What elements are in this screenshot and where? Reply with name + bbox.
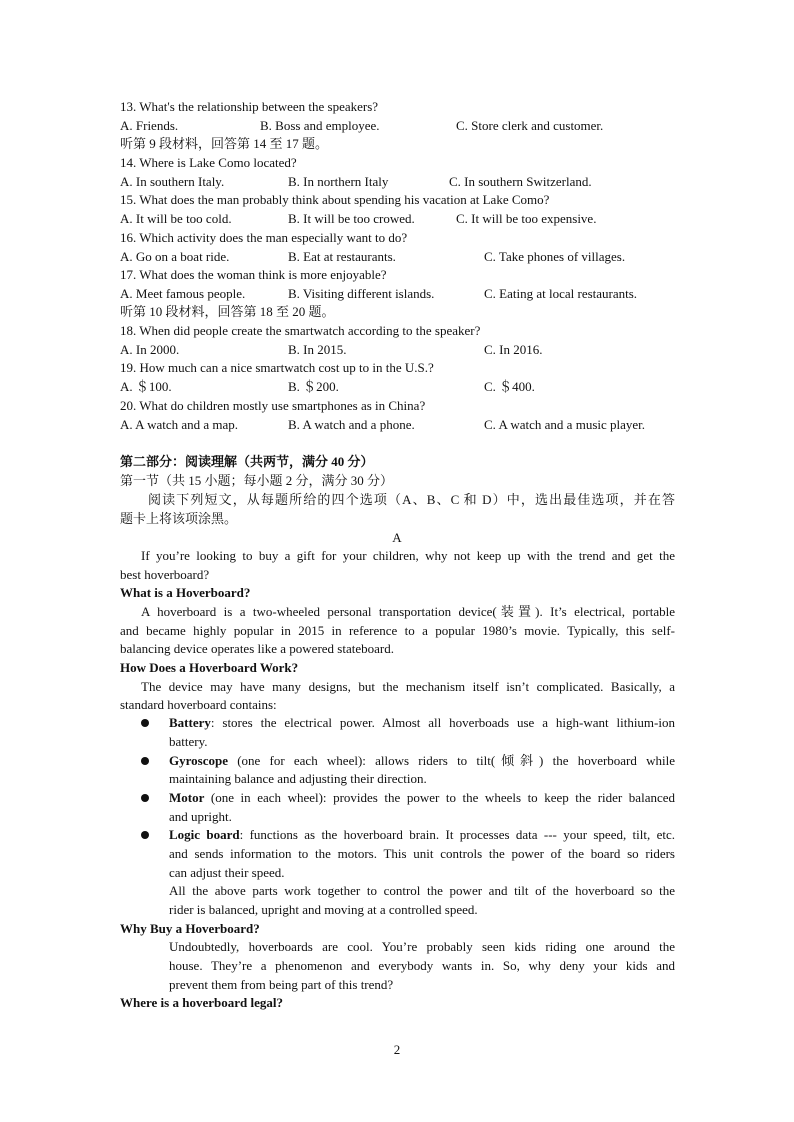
bullet-icon [141, 719, 149, 727]
q17-option-c: C. Eating at local restaurants. [484, 286, 638, 301]
q19-option-b: B. ＄200. [288, 379, 339, 394]
how-line-1: The device may have many designs, but the mechanism itself isn’t complicated. Basically, a [141, 679, 675, 694]
what-line-3: balancing device operates like a powered stateboard. [120, 641, 394, 656]
instruction-passage-9: 听第 9 段材料，回答第 14 至 17 题。 [120, 136, 329, 151]
q17-option-a: A. Meet famous people. [120, 286, 246, 301]
question-14: 14. Where is Lake Como located? [120, 155, 297, 170]
heading-what-is: What is a Hoverboard? [120, 585, 251, 600]
logic-board-term: Logic board [169, 827, 240, 842]
motor-line-2: and upright. [169, 809, 232, 824]
motor-line-1 [169, 789, 675, 807]
gyroscope-line-1 [169, 752, 675, 770]
how-line-2: standard hoverboard contains: [120, 697, 277, 712]
q17-option-b: B. Visiting different islands. [288, 286, 435, 301]
passage-label: A [392, 530, 402, 545]
q13-option-b: B. Boss and employee. [260, 118, 380, 133]
question-13: 13. What's the relationship between the speakers? [120, 99, 379, 114]
q20-option-b: B. A watch and a phone. [288, 417, 415, 432]
why-line-3: prevent them from being part of this trend? [169, 977, 394, 992]
battery-line-2: battery. [169, 734, 208, 749]
section-one-heading: 第一节（共 15 小题；每小题 2 分，满分 30 分） [120, 473, 394, 488]
q16-option-c: C. Take phones of villages. [484, 249, 626, 264]
logic-board-desc: : functions as the hoverboard brain. It processes data --- your speed, tilt, etc. [239, 827, 675, 842]
question-17: 17. What does the woman think is more enjoyable? [120, 267, 387, 282]
logic-line-2: and sends information to the motors. This unit controls the power of the board so riders [169, 846, 675, 861]
q14-option-b: B. In northern Italy [288, 174, 389, 189]
q16-option-a: A. Go on a boat ride. [120, 249, 230, 264]
heading-why-buy: Why Buy a Hoverboard? [120, 921, 260, 936]
question-19: 19. How much can a nice smartwatch cost up to in the U.S.? [120, 360, 434, 375]
q15-option-a: A. It will be too cold. [120, 211, 232, 226]
question-16: 16. Which activity does the man especially want to do? [120, 230, 408, 245]
battery-line-1 [169, 714, 675, 732]
q18-option-c: C. In 2016. [484, 342, 543, 357]
question-20: 20. What do children mostly use smartphones as in China? [120, 398, 426, 413]
page-number: 2 [393, 1042, 401, 1057]
q14-option-c: C. In southern Switzerland. [449, 174, 592, 189]
why-line-2: house. They’re a phenomenon and everybody wants in. So, why deny your kids and [169, 958, 675, 973]
logic-line-1 [169, 826, 675, 844]
q20-option-a: A. A watch and a map. [120, 417, 239, 432]
bullet-icon [141, 757, 149, 765]
intro-line-2: best hoverboard? [120, 567, 210, 582]
reading-instruction-line-1: 阅读下列短文，从每题所给的四个选项（A、B、C 和 D）中，选出最佳选项，并在答 [148, 492, 675, 507]
gyroscope-line-2: maintaining balance and adjusting their direction. [169, 771, 427, 786]
part-two-title: 第二部分：阅读理解（共两节，满分 40 分） [120, 454, 374, 469]
motor-desc: (one in each wheel): provides the power to the wheels to keep the rider balanced [204, 790, 675, 805]
motor-term: Motor [169, 790, 205, 805]
what-line-1: A hoverboard is a two-wheeled personal transportation device(装置). It’s electrical, portable [141, 604, 675, 619]
battery-desc: : stores the electrical power. Almost all hoverboads use a high-want lithium-ion [210, 715, 675, 730]
q15-option-b: B. It will be too crowed. [288, 211, 415, 226]
instruction-passage-10: 听第 10 段材料，回答第 18 至 20 题。 [120, 304, 335, 319]
q19-option-a: A. ＄100. [120, 379, 172, 394]
gyroscope-term: Gyroscope [169, 753, 228, 768]
q15-option-c: C. It will be too expensive. [456, 211, 597, 226]
why-line-1: Undoubtedly, hoverboards are cool. You’re probably seen kids riding one around the [169, 939, 675, 954]
summary-line-2: rider is balanced, upright and moving at a controlled speed. [169, 902, 478, 917]
what-line-2: and became highly popular in 2015 in reference to a popular 1980’s movie. Typically, this self- [120, 623, 675, 638]
question-15: 15. What does the man probably think about spending his vacation at Lake Como? [120, 192, 550, 207]
q18-option-a: A. In 2000. [120, 342, 180, 357]
q13-option-a: A. Friends. [120, 118, 179, 133]
q13-option-c: C. Store clerk and customer. [456, 118, 604, 133]
bullet-icon [141, 794, 149, 802]
gyroscope-desc: (one for each wheel): allows riders to tilt(倾斜) the hoverboard while [227, 753, 675, 768]
q18-option-b: B. In 2015. [288, 342, 347, 357]
q19-option-c: C. ＄400. [484, 379, 535, 394]
q14-option-a: A. In southern Italy. [120, 174, 225, 189]
bullet-icon [141, 831, 149, 839]
reading-instruction-line-2: 题卡上将该项涂黑。 [120, 511, 238, 526]
heading-how-works: How Does a Hoverboard Work? [120, 660, 299, 675]
logic-line-3: can adjust their speed. [169, 865, 285, 880]
question-18: 18. When did people create the smartwatch according to the speaker? [120, 323, 481, 338]
battery-term: Battery [169, 715, 211, 730]
intro-line-1: If you’re looking to buy a gift for your children, why not keep up with the trend and get the [141, 548, 675, 563]
q16-option-b: B. Eat at restaurants. [288, 249, 396, 264]
q20-option-c: C. A watch and a music player. [484, 417, 646, 432]
summary-line-1: All the above parts work together to control the power and tilt of the hoverboard so the [169, 883, 675, 898]
heading-where-legal: Where is a hoverboard legal? [120, 995, 283, 1010]
